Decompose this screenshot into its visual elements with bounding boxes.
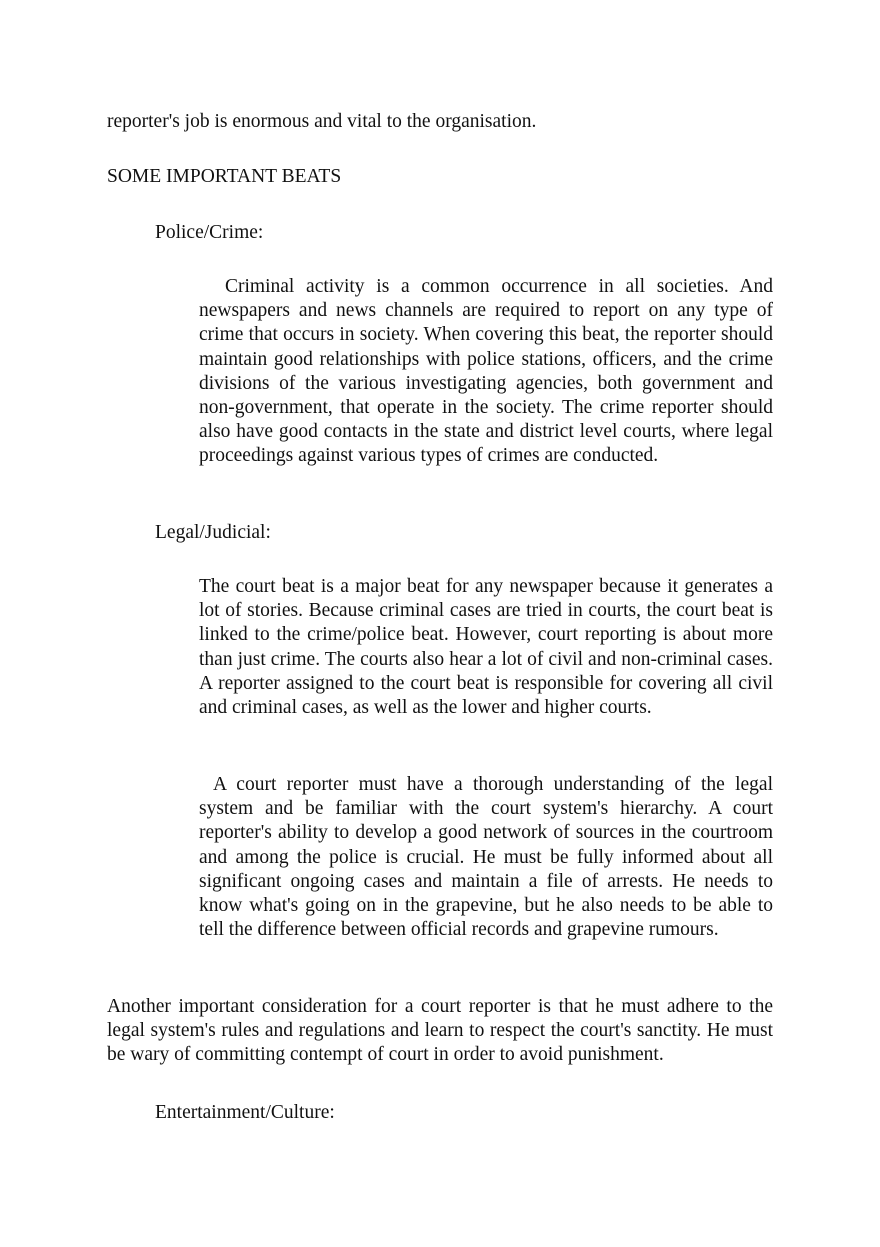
section-heading: SOME IMPORTANT BEATS (107, 166, 342, 187)
legal-judicial-paragraph-2: A court reporter must have a thorough understanding of the legal system and be familiar with the court system's hierarchy. A court reporter's ability to develop a good network of sources in the courtroom and among the police is crucial. He must be fully informed about all significant ongoing cases and maintain a file of arrests. He needs to know what's going on in the grapevine, but he also needs to be able to tell the difference between official records and grapevine rumours. (199, 774, 773, 941)
court-reporter-note-paragraph: Another important consideration for a court reporter is that he must adhere to the legal system's rules and regulations and learn to respect the court's sanctity. He must be wary of committing contempt of court in order to avoid punishment. (107, 996, 773, 1066)
police-crime-paragraph: Criminal activity is a common occurrence in all societies. And newspapers and news channels are required to report on any type of crime that occurs in society. When covering this beat, the reporter should maintain good relationships with police stations, officers, and the crime divisions of the various investigating agencies, both government and non-government, that operate in the society. The crime reporter should also have good contacts in the state and district level courts, where legal proceedings against various types of crimes are conducted. (199, 276, 773, 467)
beat-heading-police-crime: Police/Crime: (155, 222, 264, 243)
beat-heading-entertainment-culture: Entertainment/Culture: (155, 1102, 335, 1123)
legal-judicial-paragraph-1: The court beat is a major beat for any newspaper because it generates a lot of stories. Because criminal cases are tried in courts, the court beat is linked to the crime/police beat. However, court reporting is about more than just crime. The courts also hear a lot of civil and non-criminal cases. A reporter assigned to the court beat is responsible for covering all civil and criminal cases, as well as the lower and higher courts. (199, 576, 773, 719)
beat-heading-legal-judicial: Legal/Judicial: (155, 522, 271, 543)
intro-line: reporter's job is enormous and vital to the organisation. (107, 111, 537, 132)
